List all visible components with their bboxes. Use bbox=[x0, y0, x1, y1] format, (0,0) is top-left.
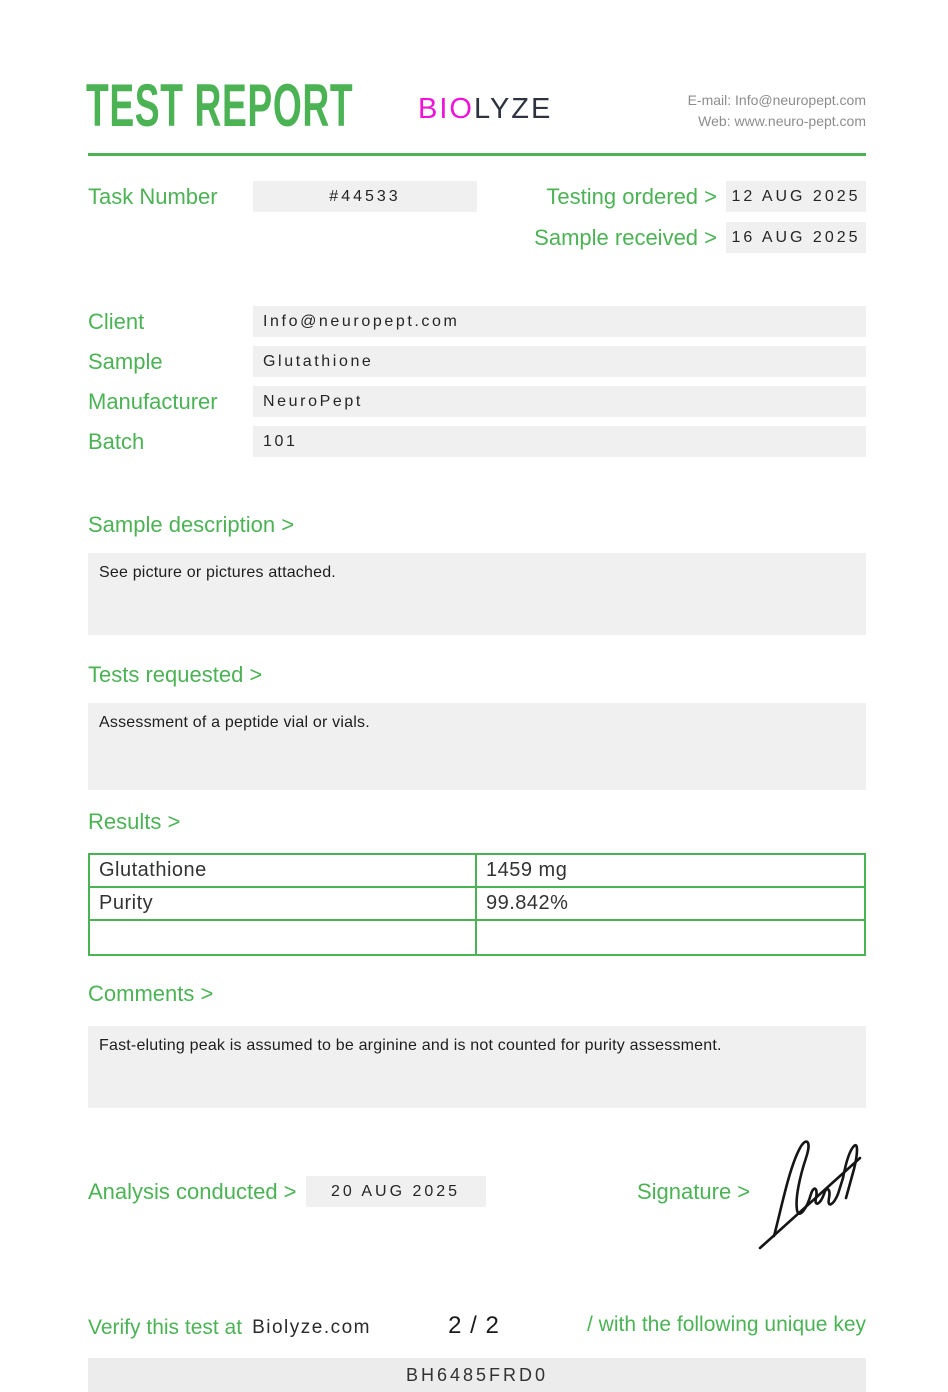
client-value: Info@neuropept.com bbox=[253, 306, 866, 337]
sample-label: Sample bbox=[88, 348, 163, 374]
task-number-label: Task Number bbox=[88, 183, 218, 209]
tests-requested-heading: Tests requested > bbox=[88, 662, 263, 687]
task-number-value: #44533 bbox=[253, 181, 477, 212]
comments-box bbox=[88, 1026, 866, 1108]
unique-key-value: BH6485FRD0 bbox=[405, 1364, 549, 1385]
logo-lyze-part: LYZE bbox=[473, 93, 553, 125]
result-name bbox=[90, 921, 477, 954]
unique-key-bar bbox=[88, 1358, 866, 1392]
sample-received-date: 16 AUG 2025 bbox=[726, 222, 866, 253]
header-divider bbox=[88, 153, 866, 156]
sample-description-text: See picture or pictures attached. bbox=[99, 564, 336, 581]
manufacturer-label: Manufacturer bbox=[88, 388, 218, 414]
contact-web: Web: www.neuro-pept.com bbox=[698, 113, 866, 129]
batch-value: 101 bbox=[253, 426, 866, 457]
result-name: Glutathione bbox=[90, 855, 477, 886]
info-row-manufacturer bbox=[88, 386, 866, 417]
analysis-conducted-row bbox=[88, 1176, 486, 1207]
batch-label: Batch bbox=[88, 428, 145, 454]
result-value: 99.842% bbox=[486, 892, 569, 914]
sample-value: Glutathione bbox=[253, 346, 866, 377]
tests-requested-text: Assessment of a peptide vial or vials. bbox=[99, 714, 370, 731]
task-row bbox=[88, 181, 866, 212]
comments-text: Fast-eluting peak is assumed to be arginine and is not counted for purity assessment. bbox=[99, 1037, 722, 1054]
signature-label: Signature > bbox=[637, 1178, 751, 1204]
info-row-client bbox=[88, 306, 866, 337]
logo-bio-part: BIO bbox=[418, 93, 474, 125]
signature-row bbox=[637, 1176, 750, 1207]
results-table bbox=[88, 853, 866, 956]
page-number: 2 / 2 bbox=[448, 1312, 500, 1339]
biolyze-logo bbox=[418, 93, 552, 125]
testing-ordered-label: Testing ordered > bbox=[546, 183, 717, 209]
verify-suffix-text: / with the following unique key bbox=[587, 1313, 866, 1336]
info-row-sample bbox=[88, 346, 866, 377]
result-value: 1459 mg bbox=[486, 859, 568, 881]
sample-received-row bbox=[88, 222, 866, 253]
client-label: Client bbox=[88, 308, 145, 334]
testing-ordered-date: 12 AUG 2025 bbox=[726, 181, 866, 212]
manufacturer-value: NeuroPept bbox=[253, 386, 866, 417]
table-row bbox=[90, 921, 864, 954]
sample-received-label: Sample received > bbox=[534, 224, 717, 250]
analysis-conducted-label: Analysis conducted > bbox=[88, 1178, 297, 1204]
comments-heading: Comments > bbox=[88, 981, 214, 1006]
page-title: TEST REPORT bbox=[86, 72, 354, 139]
signature-scribble bbox=[748, 1126, 874, 1258]
sample-description-box bbox=[88, 553, 866, 635]
tests-requested-box bbox=[88, 703, 866, 790]
verify-prefix-text: Verify this test at bbox=[88, 1316, 243, 1339]
contact-block bbox=[688, 90, 866, 132]
result-name: Purity bbox=[90, 888, 477, 919]
table-row bbox=[90, 855, 864, 888]
results-heading: Results > bbox=[88, 809, 181, 834]
result-value bbox=[477, 921, 864, 954]
info-row-batch bbox=[88, 426, 866, 457]
table-row bbox=[90, 888, 864, 921]
analysis-conducted-date: 20 AUG 2025 bbox=[306, 1176, 486, 1207]
sample-description-heading: Sample description > bbox=[88, 512, 295, 537]
contact-email: E-mail: Info@neuropept.com bbox=[687, 92, 866, 108]
verify-site-text: Biolyze.com bbox=[252, 1317, 371, 1338]
verify-line-left bbox=[88, 1313, 371, 1343]
